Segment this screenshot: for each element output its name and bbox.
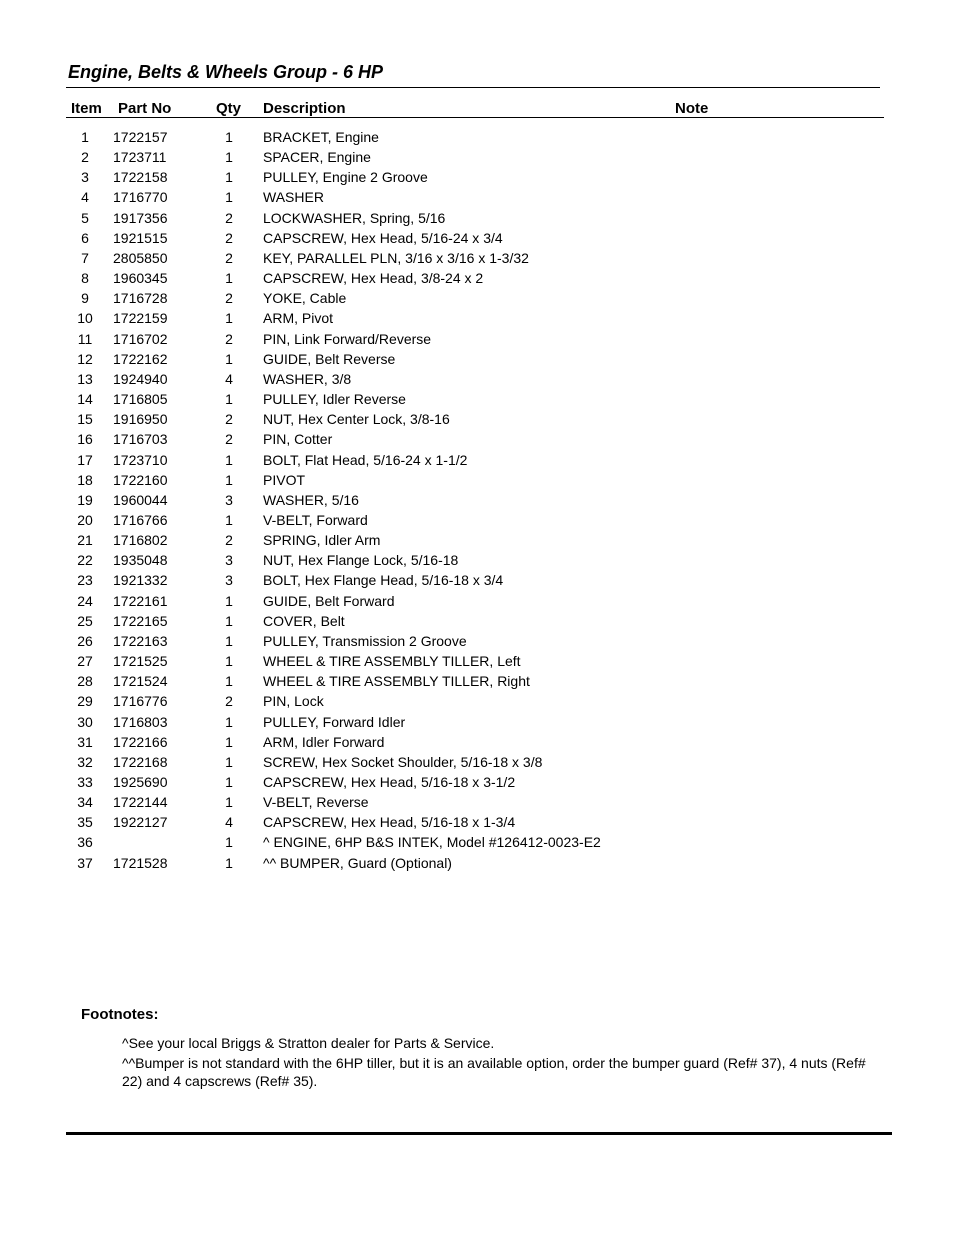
table-row (0, 470, 954, 490)
qty-cell: 2 (225, 532, 233, 549)
qty-cell: 2 (225, 290, 233, 307)
item-cell: 34 (77, 794, 93, 811)
part-no-cell: 1722160 (113, 471, 168, 488)
qty-cell: 2 (225, 209, 233, 226)
description-cell: SPRING, Idler Arm (263, 532, 381, 549)
item-cell: 1 (81, 129, 89, 145)
table-row (0, 248, 954, 268)
part-no-cell: 1922127 (113, 814, 168, 831)
part-no-cell: 1722168 (113, 753, 168, 770)
description-cell: PIN, Link Forward/Reverse (263, 330, 432, 347)
item-cell: 19 (77, 491, 93, 508)
description-cell: WHEEL & TIRE ASSEMBLY TILLER, Left (263, 653, 521, 670)
table-row (0, 268, 954, 288)
column-header-item: Item (71, 100, 102, 117)
part-no-cell: 2805850 (113, 249, 168, 266)
description-cell: GUIDE, Belt Forward (263, 592, 395, 609)
part-no-cell: 1722159 (113, 310, 168, 327)
item-cell: 22 (77, 552, 93, 569)
qty-cell: 2 (225, 229, 233, 246)
item-cell: 14 (77, 391, 93, 408)
table-row (0, 832, 954, 852)
table-row (0, 208, 954, 228)
part-no-cell: 1917356 (113, 209, 168, 226)
description-cell: WASHER, 3/8 (263, 370, 352, 387)
part-no-cell: 1716703 (113, 431, 168, 448)
item-cell: 18 (77, 471, 93, 488)
table-row (0, 611, 954, 631)
qty-cell: 1 (225, 592, 233, 609)
table-row (0, 530, 954, 550)
item-cell: 4 (81, 189, 89, 206)
part-no-cell: 1716766 (113, 511, 168, 528)
item-cell: 12 (77, 350, 93, 367)
item-cell: 2 (81, 149, 89, 166)
qty-cell: 1 (225, 189, 233, 206)
part-no-cell: 1716728 (113, 290, 168, 307)
part-no-cell: 1716805 (113, 391, 168, 408)
page-bottom-rule (66, 1132, 892, 1135)
part-no-cell: 1916950 (113, 411, 168, 428)
part-no-cell: 1716776 (113, 693, 168, 710)
qty-cell: 1 (225, 149, 233, 166)
description-cell: V-BELT, Reverse (263, 794, 369, 811)
description-cell: WASHER (263, 189, 324, 206)
table-row (0, 329, 954, 349)
item-cell: 26 (77, 632, 93, 649)
column-header-part-no: Part No (118, 100, 172, 117)
item-cell: 31 (77, 733, 93, 750)
table-row (0, 167, 954, 187)
item-cell: 6 (81, 229, 89, 246)
description-cell: COVER, Belt (263, 612, 345, 629)
part-no-cell: 1925690 (113, 774, 168, 790)
item-cell: 27 (77, 653, 93, 670)
description-cell: ARM, Idler Forward (263, 733, 385, 750)
table-row (0, 288, 954, 308)
qty-cell: 1 (225, 713, 233, 730)
column-header-qty: Qty (216, 100, 242, 117)
table-row (0, 772, 954, 792)
qty-cell: 1 (225, 350, 233, 367)
description-cell: ^ ENGINE, 6HP B&S INTEK, Model #126412-0023-E2 (263, 834, 601, 851)
parts-table (0, 127, 954, 873)
part-no-cell: 1960345 (113, 270, 168, 287)
footnotes-title: Footnotes: (81, 1006, 159, 1023)
part-no-cell: 1722144 (113, 794, 168, 811)
item-cell: 5 (81, 209, 89, 226)
part-no-cell: 1722166 (113, 733, 168, 750)
qty-cell: 2 (225, 330, 233, 347)
qty-cell: 1 (225, 753, 233, 770)
table-row (0, 631, 954, 651)
description-cell: ARM, Pivot (263, 310, 334, 327)
part-no-cell: 1921332 (113, 572, 168, 589)
qty-cell: 1 (225, 794, 233, 811)
table-row (0, 187, 954, 207)
column-header-description: Description (263, 100, 346, 117)
part-no-cell: 1921515 (113, 229, 168, 246)
table-row (0, 308, 954, 328)
item-cell: 35 (77, 814, 93, 831)
table-row (0, 127, 954, 147)
description-cell: SPACER, Engine (263, 149, 371, 166)
description-cell: CAPSCREW, Hex Head, 5/16-18 x 1-3/4 (263, 814, 516, 831)
part-no-cell: 1935048 (113, 552, 168, 569)
description-cell: WASHER, 5/16 (263, 491, 359, 508)
qty-cell: 3 (225, 572, 233, 589)
item-cell: 10 (77, 310, 93, 327)
part-no-cell: 1716702 (113, 330, 168, 347)
part-no-cell: 1716802 (113, 532, 168, 549)
description-cell: SCREW, Hex Socket Shoulder, 5/16-18 x 3/8 (263, 753, 543, 770)
item-cell: 33 (77, 774, 93, 790)
part-no-cell: 1722162 (113, 350, 168, 367)
part-no-cell: 1722163 (113, 632, 168, 649)
qty-cell: 1 (225, 471, 233, 488)
part-no-cell: 1722158 (113, 169, 168, 186)
description-cell: YOKE, Cable (263, 290, 347, 307)
qty-cell: 1 (225, 169, 233, 186)
item-cell: 28 (77, 673, 93, 690)
item-cell: 30 (77, 713, 93, 730)
qty-cell: 1 (225, 451, 233, 468)
qty-cell: 1 (225, 612, 233, 629)
table-row (0, 490, 954, 510)
part-no-cell: 1721525 (113, 653, 168, 670)
description-cell: ^^ BUMPER, Guard (Optional) (263, 854, 452, 871)
part-no-cell: 1721524 (113, 673, 168, 690)
item-cell: 32 (77, 753, 93, 770)
table-row (0, 550, 954, 570)
table-row (0, 691, 954, 711)
table-row (0, 429, 954, 449)
item-cell: 7 (81, 249, 89, 266)
qty-cell: 1 (225, 511, 233, 528)
qty-cell: 1 (225, 632, 233, 649)
table-row (0, 712, 954, 732)
description-cell: PULLEY, Engine 2 Groove (263, 169, 428, 186)
item-cell: 13 (77, 370, 93, 387)
qty-cell: 1 (225, 391, 233, 408)
item-cell: 21 (77, 532, 93, 549)
part-no-cell: 1722157 (113, 129, 168, 145)
description-cell: PULLEY, Transmission 2 Groove (263, 632, 467, 649)
item-cell: 15 (77, 411, 93, 428)
part-no-cell: 1924940 (113, 370, 168, 387)
table-row (0, 147, 954, 167)
qty-cell: 1 (225, 129, 233, 145)
table-row (0, 591, 954, 611)
qty-cell: 1 (225, 270, 233, 287)
part-no-cell: 1722161 (113, 592, 168, 609)
table-row (0, 389, 954, 409)
table-row (0, 752, 954, 772)
item-cell: 16 (77, 431, 93, 448)
description-cell: BOLT, Flat Head, 5/16-24 x 1-1/2 (263, 451, 468, 468)
table-row (0, 812, 954, 832)
qty-cell: 1 (225, 310, 233, 327)
item-cell: 9 (81, 290, 89, 307)
description-cell: KEY, PARALLEL PLN, 3/16 x 3/16 x 1-3/32 (263, 249, 529, 266)
table-row (0, 651, 954, 671)
item-cell: 17 (77, 451, 93, 468)
table-row (0, 671, 954, 691)
description-cell: PIN, Cotter (263, 431, 333, 448)
description-cell: BOLT, Hex Flange Head, 5/16-18 x 3/4 (263, 572, 504, 589)
qty-cell: 1 (225, 653, 233, 670)
part-no-cell: 1721528 (113, 854, 168, 871)
part-no-cell: 1716770 (113, 189, 168, 206)
description-cell: WHEEL & TIRE ASSEMBLY TILLER, Right (263, 673, 530, 690)
description-cell: NUT, Hex Center Lock, 3/8-16 (263, 411, 450, 428)
description-cell: PIN, Lock (263, 693, 324, 710)
item-cell: 3 (81, 169, 89, 186)
item-cell: 8 (81, 270, 89, 287)
table-row (0, 792, 954, 812)
table-row (0, 732, 954, 752)
table-row (0, 369, 954, 389)
qty-cell: 1 (225, 834, 233, 851)
qty-cell: 1 (225, 673, 233, 690)
description-cell: BRACKET, Engine (263, 129, 379, 145)
qty-cell: 3 (225, 491, 233, 508)
item-cell: 24 (77, 592, 93, 609)
page-title: Engine, Belts & Wheels Group - 6 HP (68, 62, 384, 82)
qty-cell: 2 (225, 431, 233, 448)
table-row (0, 853, 954, 873)
item-cell: 25 (77, 612, 93, 629)
description-cell: LOCKWASHER, Spring, 5/16 (263, 209, 446, 226)
description-cell: NUT, Hex Flange Lock, 5/16-18 (263, 552, 459, 569)
description-cell: GUIDE, Belt Reverse (263, 350, 396, 367)
title-divider (66, 87, 880, 88)
item-cell: 23 (77, 572, 93, 589)
item-cell: 11 (77, 330, 93, 347)
part-no-cell: 1716803 (113, 713, 168, 730)
qty-cell: 4 (225, 814, 233, 831)
qty-cell: 2 (225, 693, 233, 710)
item-cell: 37 (77, 854, 93, 871)
part-no-cell: 1960044 (113, 491, 168, 508)
qty-cell: 1 (225, 854, 233, 871)
part-no-cell: 1722165 (113, 612, 168, 629)
item-cell: 36 (77, 834, 93, 851)
item-cell: 29 (77, 693, 93, 710)
description-cell: CAPSCREW, Hex Head, 5/16-18 x 3-1/2 (263, 774, 516, 790)
qty-cell: 3 (225, 552, 233, 569)
footnote-item: ^^Bumper is not standard with the 6HP tiller, but it is an available option, order the bumper guard (Ref# 37), 4 nuts (Ref# 22) and 4 capscrews (Ref# 35). (122, 1055, 866, 1089)
description-cell: V-BELT, Forward (263, 511, 368, 528)
description-cell: CAPSCREW, Hex Head, 5/16-24 x 3/4 (263, 229, 503, 246)
table-row (0, 409, 954, 429)
table-row (0, 450, 954, 470)
part-no-cell: 1723711 (113, 149, 167, 166)
footnote-item: ^See your local Briggs & Stratton dealer for Parts & Service. (122, 1035, 495, 1051)
header-divider (66, 117, 884, 118)
table-row (0, 349, 954, 369)
description-cell: PULLEY, Idler Reverse (263, 391, 406, 408)
qty-cell: 2 (225, 411, 233, 428)
item-cell: 20 (77, 511, 93, 528)
table-row (0, 570, 954, 590)
table-row (0, 228, 954, 248)
part-no-cell: 1723710 (113, 451, 168, 468)
table-row (0, 510, 954, 530)
description-cell: PULLEY, Forward Idler (263, 713, 406, 730)
column-header-note: Note (675, 100, 709, 117)
description-cell: PIVOT (263, 471, 306, 488)
qty-cell: 2 (225, 249, 233, 266)
qty-cell: 1 (225, 774, 233, 790)
qty-cell: 1 (225, 733, 233, 750)
qty-cell: 4 (225, 370, 233, 387)
description-cell: CAPSCREW, Hex Head, 3/8-24 x 2 (263, 270, 484, 287)
